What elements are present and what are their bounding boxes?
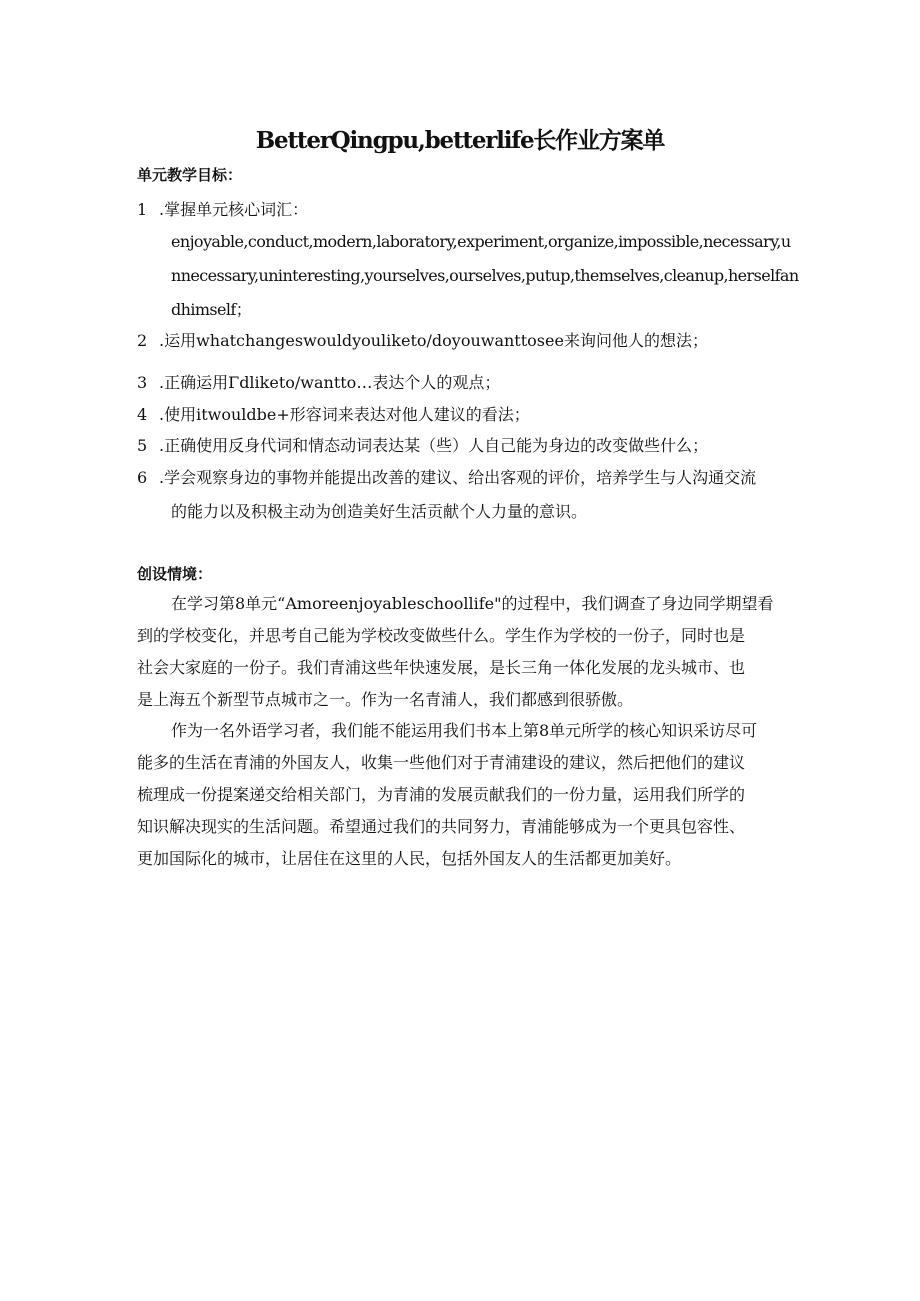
objective-number: 5 [137, 436, 148, 455]
objective-number: 4 [137, 405, 148, 424]
objective-number: 3 [137, 373, 148, 392]
objective-item-3 [137, 366, 797, 400]
paragraph-line: 在学习第8单元“Amoreenjoyableschoollife"的过程中，我们调查了身边同学期望看 [171, 594, 774, 613]
paragraph-line: 能多的生活在青浦的外国友人，收集一些他们对于青浦建设的建议，然后把他们的建议 [137, 753, 746, 772]
vocab-line: dhimself； [171, 300, 252, 319]
document-title: BetterQingpu,betterlife长作业方案单 [255, 127, 665, 154]
paragraph-line: 到的学校变化，并思考自己能为学校改变做些什么。学生作为学校的一份子，同时也是 [137, 626, 746, 645]
objectives-heading: 单元教学目标： [137, 166, 243, 184]
objective-text: .运用whatchangeswouldyouliketo/doyouwanttosee来询问他人的想法； [159, 331, 708, 350]
paragraph-line: 更加国际化的城市，让居住在这里的人民，包括外国友人的生活都更加美好。 [137, 849, 682, 868]
objective-item-2 [137, 324, 797, 358]
paragraph-line: 社会大家庭的一份子。我们青浦这些年快速发展，是长三角一体化发展的龙头城市、也 [137, 658, 746, 677]
objective-item-6 [137, 461, 797, 495]
objective-number: 2 [137, 331, 148, 350]
scenario-paragraph-2 [137, 715, 797, 875]
paragraph-line: 梳理成一份提案递交给相关部门，为青浦的发展贡献我们的一份力量，运用我们所学的 [137, 785, 746, 804]
objective-text: .正确使用反身代词和情态动词表达某（些）人自己能为身边的改变做些什么； [159, 436, 709, 455]
objective-item-1 [137, 193, 797, 227]
scenario-heading: 创设情境： [137, 565, 213, 583]
vocab-line: enjoyable,conduct,modern,laboratory,experiment,organize,impossible,necessary,u [171, 232, 791, 251]
objective-item-5 [137, 429, 797, 463]
core-vocabulary [171, 225, 799, 327]
vocab-line: nnecessary,uninteresting,yourselves,ourselves,putup,themselves,cleanup,herselfan [171, 266, 799, 285]
objective-text: .正确运用Γdliketo/wantto…表达个人的观点； [159, 373, 501, 392]
objective-text: .学会观察身边的事物并能提出改善的建议、给出客观的评价，培养学生与人沟通交流 [159, 468, 757, 487]
objective-item-6-continuation: 的能力以及积极主动为创造美好生活贡献个人力量的意识。 [171, 502, 588, 521]
objective-text: .掌握单元核心词汇： [159, 200, 309, 219]
objective-number: 1 [137, 200, 148, 219]
paragraph-line: 作为一名外语学习者，我们能不能运用我们书本上第8单元所学的核心知识采访尽可 [171, 721, 758, 740]
paragraph-line: 知识解决现实的生活问题。希望通过我们的共同努力，青浦能够成为一个更具包容性、 [137, 817, 746, 836]
paragraph-line: 是上海五个新型节点城市之一。作为一名青浦人，我们都感到很骄傲。 [137, 690, 634, 709]
objective-number: 6 [137, 468, 148, 487]
objective-text: .使用itwouldbe+形容词来表达对他人建议的看法； [159, 405, 530, 424]
scenario-paragraph-1 [137, 588, 797, 716]
objective-item-4 [137, 398, 797, 432]
